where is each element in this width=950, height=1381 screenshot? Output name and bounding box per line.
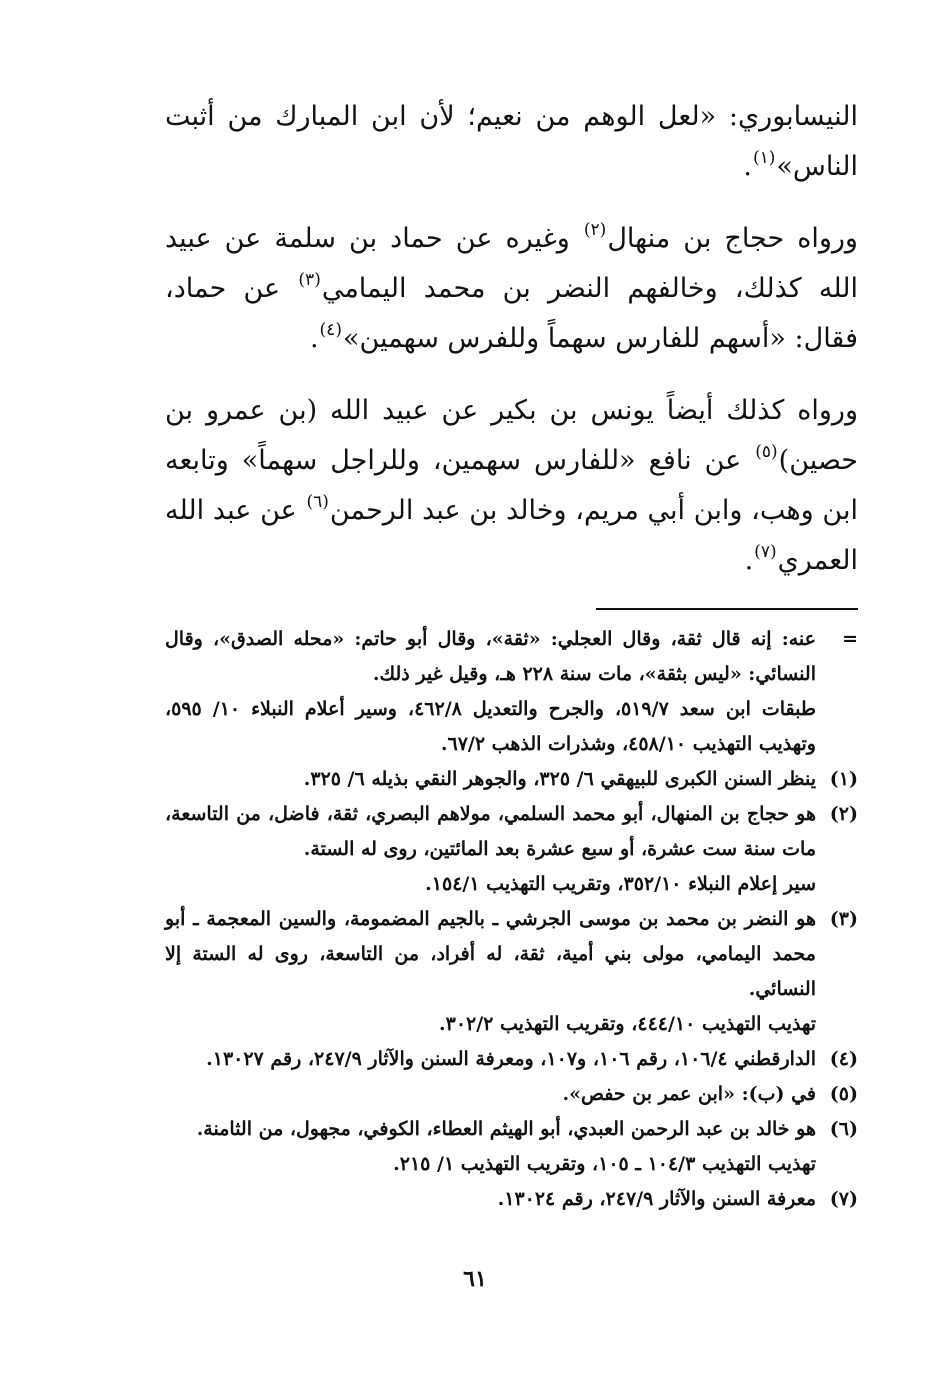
paragraph-text: عن نافع «للفارس سهمين، وللراجل سهماً» وتابعه ابن وهب، وابن أبي مريم، وخالد بن عبد الرحمن	[165, 445, 858, 526]
main-text	[165, 92, 858, 586]
footnote-source: سير إعلام النبلاء ٣٥٢/١٠، وتقريب التهذيب ١٥٤/١.	[425, 873, 816, 895]
paragraph-text: ورواه حجاج بن منهال	[607, 223, 858, 254]
paragraph-1	[165, 92, 858, 192]
footnote-text: ينظر السنن الكبرى للبيهقي ٦/ ٣٢٥، والجوهر النقي بذيله ٦/ ٣٢٥.	[303, 768, 816, 790]
footnote-text: في (ب): «ابن عمر بن حفص».	[562, 1083, 816, 1105]
footnote-text: الدارقطني ١٠٦/٤، رقم ١٠٦، و١٠٧، ومعرفة السنن والآثار ٢٤٧/٩، رقم ١٣٠٢٧.	[206, 1048, 816, 1070]
footnote-7	[165, 1182, 858, 1217]
paragraph-text: .	[743, 151, 752, 182]
paragraph-text: وغيره عن حماد بن سلمة عن عبيد الله كذلك، وخالفهم النضر بن محمد اليمامي	[165, 223, 858, 304]
paragraph-text: عن حماد، فقال: «أسهم للفارس سهماً وللفرس سهمين»	[165, 273, 858, 354]
paragraph-text: .	[744, 545, 754, 576]
footnote-ref-1[interactable]: (١)	[752, 148, 776, 168]
footnote-number[interactable]: (١)	[829, 768, 858, 790]
footnote-source: تهذيب التهذيب ٤٤٤/١٠، وتقريب التهذيب ٣٠٢/٢.	[439, 1013, 816, 1035]
footnote-text: معرفة السنن والآثار ٢٤٧/٩، رقم ١٣٠٢٤.	[497, 1188, 816, 1210]
footnote-number[interactable]: (٥)	[829, 1083, 858, 1105]
paragraph-text: عن عبد الله العمري	[165, 495, 858, 576]
footnote-6	[165, 1112, 858, 1182]
paragraph-text: ورواه كذلك أيضاً يونس بن بكير عن عبيد الله (بن عمرو بن حصين)	[165, 395, 858, 476]
page-body	[165, 92, 858, 1217]
footnote-text: عنه: إنه قال ثقة، وقال العجلي: «ثقة»، وقال أبو حاتم: «محله الصدق»، وقال النسائي: «ليس بثقة»، مات سنة ٢٢٨ هـ، وقيل غير ذلك.	[165, 628, 816, 685]
footnote-ref-4[interactable]: (٤)	[319, 320, 342, 340]
footnote-2	[165, 797, 858, 902]
footnote-ref-7[interactable]: (٧)	[754, 542, 777, 562]
paragraph-2	[165, 214, 858, 364]
footnotes	[165, 622, 858, 1217]
footnote-number[interactable]: (٧)	[829, 1188, 858, 1210]
footnote-divider	[596, 608, 858, 610]
footnote-1	[165, 762, 858, 797]
footnote-text: هو النضر بن محمد بن موسى الجرشي ـ بالجيم المضمومة، والسين المعجمة ـ أبو محمد اليمامي، مولى بني أمية، ثقة، له أفراد، من التاسعة، روى له الستة إلا النسائي.	[165, 908, 816, 1000]
footnote-continuation	[165, 622, 858, 762]
footnote-source: تهذيب التهذيب ١٠٤/٣ ـ ١٠٥، وتقريب التهذيب ١/ ٢١٥.	[393, 1153, 816, 1175]
footnote-5	[165, 1077, 858, 1112]
footnote-number[interactable]: (٤)	[829, 1048, 858, 1070]
footnote-number[interactable]: (٣)	[829, 908, 858, 930]
paragraph-3	[165, 386, 858, 586]
footnote-text: هو حجاج بن المنهال، أبو محمد السلمي، مولاهم البصري، ثقة، فاضل، من التاسعة، مات سنة ست عشرة، أو سبع عشرة بعد المائتين، روى له الستة.	[165, 803, 816, 860]
footnote-text: هو خالد بن عبد الرحمن العبدي، أبو الهيثم العطاء، الكوفي، مجهول، من الثامنة.	[196, 1118, 816, 1140]
paragraph-text: النيسابوري: «لعل الوهم من نعيم؛ لأن ابن المبارك من أثبت الناس»	[165, 101, 858, 182]
footnote-source: طبقات ابن سعد ٥١٩/٧، والجرح والتعديل ٤٦٢/٨، وسير أعلام النبلاء ١٠/ ٥٩٥، وتهذيب التهذيب ٤٥٨/١٠، وشذرات الذهب ٦٧/٢.	[165, 698, 816, 755]
continuation-mark: =	[842, 628, 858, 650]
footnote-4	[165, 1042, 858, 1077]
footnote-3	[165, 902, 858, 1042]
footnote-number[interactable]: (٢)	[829, 803, 858, 825]
footnote-number[interactable]: (٦)	[829, 1118, 858, 1140]
page-number: ٦١	[463, 1266, 487, 1292]
paragraph-text: .	[309, 323, 319, 354]
footnote-ref-5[interactable]: (٥)	[755, 442, 778, 462]
footnote-ref-2[interactable]: (٢)	[583, 220, 607, 240]
footnote-ref-6[interactable]: (٦)	[306, 492, 329, 512]
footnote-ref-3[interactable]: (٣)	[298, 270, 321, 290]
